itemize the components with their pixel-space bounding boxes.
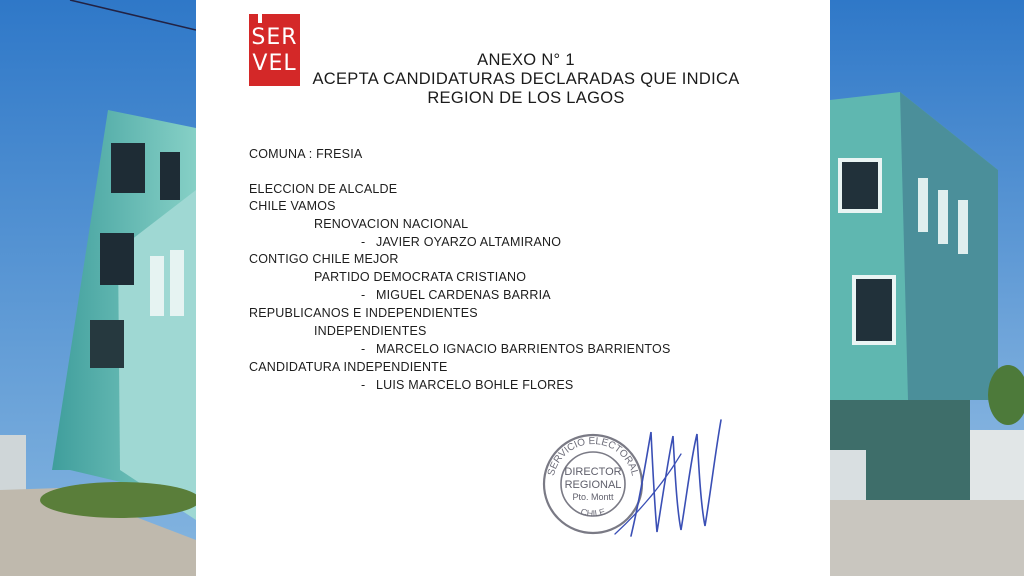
party-name: PARTIDO DEMOCRATA CRISTIANO: [314, 270, 527, 284]
pact-name: CONTIGO CHILE MEJOR: [249, 252, 399, 266]
background-photo-right: [830, 0, 1024, 576]
document-page: [196, 0, 830, 576]
svg-text:CHILE: [579, 506, 606, 518]
stamp-line-2: REGIONAL: [564, 479, 622, 491]
servel-logo: [249, 14, 300, 86]
party-name: INDEPENDIENTES: [314, 324, 427, 338]
candidate-label: MIGUEL CARDENAS BARRIA: [376, 288, 551, 302]
logo-mark: [258, 14, 262, 23]
stamp-line-3: Pto. Montt: [572, 492, 614, 502]
candidate-name: [361, 342, 671, 356]
list-dash: -: [361, 342, 366, 356]
background-photo-left: [0, 0, 196, 576]
region-title: REGION DE LOS LAGOS: [427, 89, 625, 107]
candidate-label: MARCELO IGNACIO BARRIENTOS BARRIENTOS: [376, 342, 671, 356]
logo-text-bottom: VEL: [252, 51, 297, 76]
candidate-name: [361, 378, 573, 392]
candidate-name: [361, 235, 561, 249]
stamp-line-1: DIRECTOR: [564, 466, 622, 478]
list-dash: -: [361, 235, 366, 249]
candidate-name: [361, 288, 551, 302]
list-dash: -: [361, 378, 366, 392]
pact-name: REPUBLICANOS E INDEPENDIENTES: [249, 306, 478, 320]
logo-text-top: SER: [251, 25, 298, 50]
party-name: RENOVACION NACIONAL: [314, 217, 469, 231]
annex-subtitle: ACEPTA CANDIDATURAS DECLARADAS QUE INDICA: [312, 70, 740, 88]
election-type: ELECCION DE ALCALDE: [249, 182, 398, 196]
stamp-ring-bottom: CHILE: [579, 506, 607, 519]
comuna-line: COMUNA : FRESIA: [249, 147, 363, 161]
annex-title: ANEXO N° 1: [477, 51, 575, 69]
list-dash: -: [361, 288, 366, 302]
signature-image: [611, 414, 733, 544]
candidate-label: LUIS MARCELO BOHLE FLORES: [376, 378, 574, 392]
pact-name: CANDIDATURA INDEPENDIENTE: [249, 360, 448, 374]
pact-name: CHILE VAMOS: [249, 199, 336, 213]
stamp-ring-top: SERVICIO ELECTORAL: [545, 435, 641, 478]
candidate-label: JAVIER OYARZO ALTAMIRANO: [376, 235, 562, 249]
